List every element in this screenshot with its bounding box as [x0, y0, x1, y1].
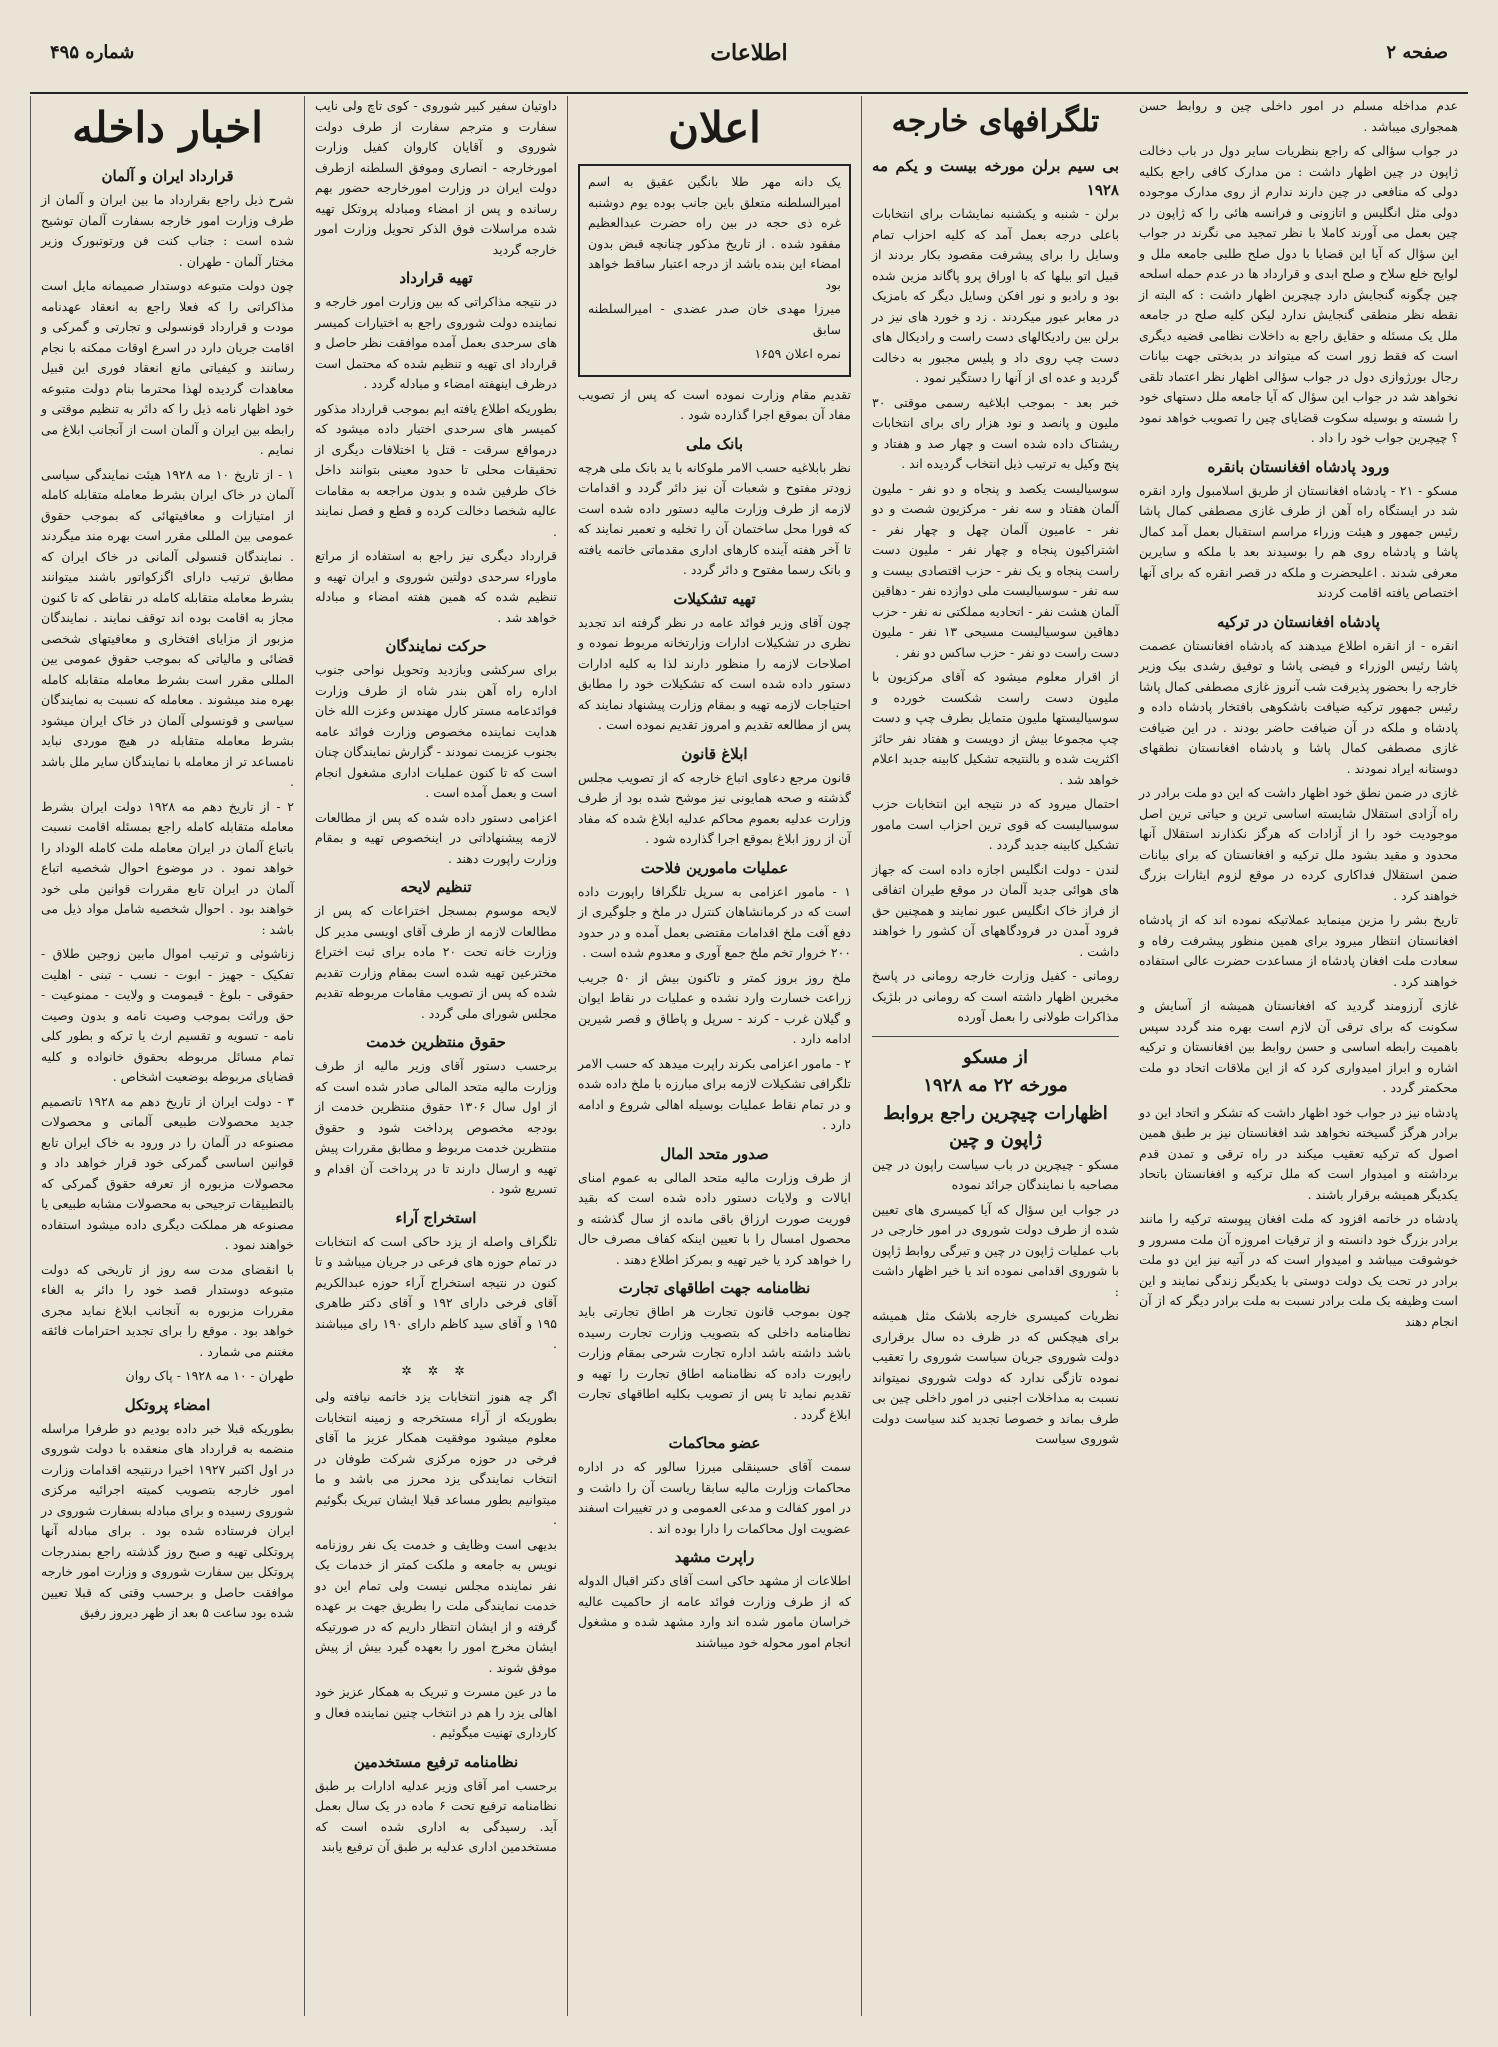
article-signature: طهران - ۱۰ مه ۱۹۲۸ - پاک روان [125, 1368, 294, 1383]
headline-employee-promotion: نظامنامه ترفیع مستخدمین [353, 1752, 519, 1771]
article-paragraph: ۳ - دولت ایران از تاریخ دهم مه ۱۹۲۸ تاتصمیم جدید محصولات طبیعی آلمانی و محصولات مصنوعه در آلمان را در ورود به خاک ایران تابع قوانین اساسی گمرکی خود قرار خواهد داد و محصولات مزبوره از تعرفه حقوق گمرکی که بالتطبیقات ترجیحی به محصولات مشابه طبیعی یا مصنوعه هر مملکت دیگری داده میشود استفاده خواهند نمود . [41, 1093, 294, 1252]
article-paragraph: اعزامی دستور داده شده که پس از مطالعات لازمه پیشنهاداتی در اینخصوص تهیه و بمقام وزارت راپورت دهند . [315, 809, 557, 866]
article-paragraph: ۲ - از تاریخ دهم مه ۱۹۲۸ دولت ایران بشرط معامله متقابله کامله راجع بمسئله اقامت نسبت باتباع آلمان در ایران معامله ملت کامله الوداد را خواهد نمود . در موضوع احوال شخصیه اتباع آلمان در ایران تابع مقررات قوانین ملی خود خواهند بود . احوال شخصیه شامل مواد ذیل می باشد : [41, 798, 294, 937]
headline-circular: صدور متحد المال [660, 1144, 769, 1163]
column-foreign-continued [1129, 96, 1468, 2016]
separator-ornament: ✲ ✲ ✲ [401, 1362, 471, 1378]
announcement-text: یک دانه مهر طلا بانگین عقیق به اسم امیرالسلطنه متعلق باین جانب بوده یوم دوشنبه غره ذی حجه در بین راه حضرت عبدالعظیم مفقود شده . از تاریخ مذکور چنانچه قبض بدون امضاء این بنده باشد از درجه اعتبار ساقط خواهد بود [588, 174, 841, 292]
headline-contract-preparation: تهیه قرارداد [399, 269, 473, 287]
issue-number: شماره ۴۹۵ [50, 42, 135, 63]
article-paragraph: ما در عین مسرت و تبریک به همکار عزیز خود اهالی یزد را هم در انتخاب چنین نماینده فعال و کارداری تهنیت میگوئیم . [315, 1684, 557, 1740]
headline-vote-count: استخراج آراء [395, 1208, 477, 1227]
page-number: صفحه ۲ [1386, 42, 1448, 63]
headline-agriculture-officers: عملیات مامورین فلاحت [640, 858, 789, 877]
article-paragraph: بطوریکه اطلاع یافته ایم بموجب قرارداد مذکور کمیسر های سرحدی اختیار داده میشود که درمواقع سرقت - قتل یا اختلافات دیگری از تحقیقات محلی تا حدود معینی بتوانند داخل خاک طرفین شده و بدون مراجعه به مقامات عالیه شخصا دخالت کرده و قطع و فصل نمایند . [315, 400, 557, 539]
headline-representatives-departure: حرکت نمایندگان [385, 637, 487, 655]
section-title-announcement: اعلان [668, 103, 761, 152]
article-paragraph: رومانی - کفیل وزارت خارجه رومانی در پاسخ مخبرین اظهار داشته است که رومانی در بلژیک مذاکرات طولانی را بعمل آورده [872, 968, 1119, 1024]
article-paragraph: نظریات کمیسری خارجه بلاشک مثل همیشه برای هیچکس که در ظرف ده سال برقراری دولت شوروی جریان سیاست شوروی را تعقیب نموده تازگی ندارد که دولت شوروی نمیتواند نسبت به مداخلات اجنبی در امور داخلی چین بی طرف بماند و خصوصا تجدید کند سیاست دولت شوروی سیاست [872, 1308, 1119, 1446]
article-paragraph: شرح ذیل راجع بقرارداد ما بین ایران و آلمان از طرف وزارت امور خارجه بسفارت آلمان توشیح شده است : جناب کنت فن ورتوتبورک وزیر مختار آلمان - طهران . [41, 192, 294, 269]
article-paragraph: اگر چه هنوز انتخابات یزد خاتمه نیافته ولی بطوریکه از آراء مستخرجه و زمینه انتخابات معلوم میشود موفقیت همکار عزیز ما آقای فرخی در حوزه مرکزی شرکت طوفان در انتخاب نمایندگی یزد محرز می باشد و ما میتوانیم بطور مساعد قبلا ایشان تبریک بگوئیم . [315, 1389, 557, 1527]
section-title-domestic: اخبار داخله [72, 103, 263, 152]
article-paragraph: عدم مداخله مسلم در امور داخلی چین و روابط حسن همجواری میباشد . [1139, 98, 1458, 134]
article-paragraph: از اقرار معلوم میشود که آقای مرکزیون با ملیون دست راست شکست خورده و سوسیالیستها ملیون متمایل بطرف چپ و دست چپ مجموعا بیش از دویست و هفتاد نفر حائز اکثریت شده و بالنتیجه تشکیل کابینه جدید اعلام خواهد شد . [872, 669, 1119, 787]
article-paragraph: در جواب سؤالی که راجع بنظریات سایر دول در باب دخالت ژاپون در چین اظهار داشت : من مدارک کافی راجع بکلیه دولی که منافعی در چین دارند ندارم از روی مدارک موجوده دولی مثل انگلیس و اتازونی و فرانسه هائی را که ژاپون در چین بعمل می آورند کاملا با نظر تمجید می نگرند در جواب این سؤال که آیا این قضایا با دول صلح طلبی جامعه ملل و لوایح خلع سلاح و صلح ابدی و قرارداد ها در عدم حمله اسلحه چین چگونه گنجایش دارد چیچرین اظهار داشت : که البته از نقطه نظر منطقی گنجایش ندارد لیکن کلیه صلح در جامعه ملل یک مسئله و حقایق راجع به داخلات نظامی قضیه دیگری است که فقط زور است که میتواند در بدبختی جهت بیانات رجال بورژوازی دول در جواب سؤالی اظهار نظر اعتماد تلقی نخواهد شد در جواب این سؤال که آیا جامعه ملل دستهای خود را شسته و بوسیله سکوت قضایای چین را تصویب خواهد نمود ؟ چیچرین جواب خود را داد . [1139, 143, 1458, 445]
divider [872, 1036, 1119, 1037]
headline-court-member: عضو محاکمات [668, 1434, 761, 1452]
article-paragraph: در نتیجه مذاکراتی که بین وزارت امور خارجه و نماینده دولت شوروی راجع به اختیارات کمیسر های سرحدی بعمل آمده موافقت نظر حاصل و قرارداد ای تهیه و تنظیم شده که محتمل است درظرف اینهفته امضاء و مبادله گردد . [315, 294, 557, 391]
article-paragraph: انقره - از انقره اطلاع میدهند که پادشاه افغانستان عصمت پاشا رئیس الوزراء و فیضی پاشا و توفیق رشدی بیک وزیر خارجه را بحضور پذیرفت شب آنروز غازی مصطفی کمال پاشا رئیس جمهور ترکیه ضیافت باشکوهی بافتخار پادشاه داده و پادشاه و ملکه در آن ضیافت حاضر بودند . در این ضیافت غازی مصطفی کمال پاشا و پادشاه افغانستان نطقهای دوستانه ایراد نمودند . [1139, 637, 1458, 776]
columns [30, 96, 1468, 2016]
article-paragraph: برحسب دستور آقای وزیر مالیه از طرف وزارت مالیه متحد المالی صادر شده است که از اول سال ۱۳۰۶ حقوق منتظرین خدمت از بودجه مخصوص پرداخت شود و حقوق منتظرین خدمت مربوط و مطابق مقررات پیش تهیه و ارسال دارند تا در پرداخت آن اقدام و تسریع شود . [315, 1058, 557, 1196]
article-paragraph: ۱ - از تاریخ ۱۰ مه ۱۹۲۸ هیئت نمایندگی سیاسی آلمان در خاک ایران بشرط معامله متقابله کامله از امتیازات و معافیتهائی که بموجب حقوق عمومی بین المللی مقرر است بهره مند میگردند . نمایندگان قنسولی آلمانی در خاک ایران که مطابق ترتیب دارای اگزکواتور باشند میتوانند بشرط معامله متقابله کامله در نقاطی که تا کنون مجاز به اقامت بوده اند توقف نمایند . نمایندگان مزبور از مزایای افتخاری و معافیتهای شخصی قضائی و مالیاتی که بموجب حقوق عمومی بین المللی مقرر است بشرط معامله متقابله کامله بهره مند میشوند . معامله که نسبت به نمایندگان سیاسی و قونسولی آلمان در خاک ایران میشود بشرط معامله متقابله در هیچ موردی نباید نامساعد تر از معامله با نمایندگان سایر ملل باشد . [41, 466, 294, 789]
announcement-number: نمره اعلان ۱۶۵۹ [754, 346, 841, 361]
article-paragraph: مسکو - ۲۱ - پادشاه افغانستان از طریق اسلامبول وارد انقره شد در ایستگاه راه آهن از طرف غازی مصطفی کمال پاشا رئیس جمهور و هیئت وزراء مراسم استقبال بعمل آمد کمال پاشا و پادشاه روی هم را بوسیدند بعد با ملکه و سایرین معرفی شدند . اعلیحضرت و ملکه در قصر انقره که برای آنها اختصاص یافته اقامت کردند [1139, 482, 1458, 600]
article-paragraph: پادشاه نیز در جواب خود اظهار داشت که تشکر و اتحاد این دو برادر هرگز گسیخته نخواهد شد افغانستان نیز بر طبق همین اصول که ترکیه تعقیب میکند در راه ترقی و تمدن قدم برداشته و امیدوار است که ملل ترکیه و افغانستان باتحاد یکدیگر همیشه برقرار باشند . [1139, 1104, 1458, 1202]
masthead [30, 36, 1468, 94]
article-paragraph: سمت آقای حسینقلی میرزا سالور که در اداره محاکمات وزارت مالیه سابقا ریاست آن را داشت و در امور کفالت و مدعی العمومی و در تغییرات اسفند عضویت اول محاکمات را دارا بوده اند . [578, 1459, 851, 1536]
column-domestic-news [30, 96, 304, 2016]
headline-law-notice: ابلاغ قانون [681, 744, 748, 763]
article-paragraph: لندن - دولت انگلیس اجازه داده است که جهاز های هوائی جدید آلمان در موقع طیران اتفاقی از فراز خاک انگلیس عبور نمایند و همچنین حق فرود آمدن در فرودگاههای آن کشور را خواهند داشت . [872, 861, 1119, 959]
article-paragraph: بطوریکه قبلا خبر داده بودیم دو طرفرا مراسله منضمه به قرارداد های منعقده با دولت شوروی در اول اکتبر ۱۹۲۷ اخیرا درنتیجه اقدامات وزارت امور خارجه بتصویب کمیته اجرائیه مرکزی شوروی رسیده و برای مبادله بسفارت شوروی در ایران فرستاده شده بود . برای مبادله آنها پروتکلی تهیه و صبح روز گذشته راجع بمندرجات پروتکل بین سفارت شوروی و وزارت امور خارجه موافقت حاصل و برحسب وقتی که قبلا تعیین شده بود ساعت ۵ بعد از ظهر دیروز رفیق [41, 1420, 294, 1620]
article-paragraph: برای سرکشی وبازدید وتحویل نواحی جنوب اداره راه آهن بندر شاه از طرف وزارت فوائدعامه مستر کارل مهندس وعزت الله خان هدایت نماینده مخصوص وزارت فوائد عامه بجنوب عزیمت نمودند - گزارش نمایندگان چنان است که تا کنون عملیات اداری مشغول انجام است و بعمل آمده است . [315, 662, 557, 800]
article-paragraph: غازی آرزومند گردید که افغانستان همیشه از آسایش و سکونت که برای ترقی آن لازم است بهره مند گردد سپس باهمیت رابطه اساسی و حسن روابط بین افغانستان و ترکیه اشاره و ابراز امیدواری کرد که از این ملاقات اتحاد دو ملت محکمتر گردد . [1139, 998, 1458, 1095]
article-paragraph: برلن - شنبه و یکشنبه نمایشات برای انتخابات باعلی درجه بعمل آمد که کلیه احزاب تمام وسایل را برای پیشرفت مقصود بکار بردند از قبیل اتو بیلها که با اوراق پرو پاگاند مزین شده بود و رادیو و نور افکن وسایل دیگر که بامزیک در معابر عبور میکردند . زد و خورد های نیز در برلن بین رادیکالهای دست راست و رادیکال های دست چپ روی داد و پلیس مجبور به دخالت گردید و عده ای از آنها را دستگیر نمود . [872, 206, 1119, 385]
article-paragraph: بدیهی است وظایف و خدمت یک نفر روزنامه نویس به جامعه و ملکت کمتر از خدمات یک نفر نماینده مجلس نیست ولی تمام این دو خدمت نمایندگی ملت را بطریق جهت بر عهده گرفته و از ایشان انتظار داریم که در صورتیکه ایشان مخرج امور را بعهده گیرد بیش از پیش موفق شوند . [315, 1536, 557, 1675]
headline-chicherin: اظهارات چیچرین راجع بروابط ژاپون و چین [883, 1102, 1108, 1150]
headline-berlin-wireless: بی سیم برلن مورخه بیست و یکم مه ۱۹۲۸ [872, 157, 1119, 199]
announcement-box [578, 164, 851, 377]
headline-afghan-king-ankara: ورود پادشاه افغانستان بانقره [1207, 457, 1390, 476]
article-paragraph: غازی در ضمن نطق خود اظهار داشت که این دو ملت برادر در راه آزادی استقلال شایسته اساسی ترین و حیاتی ترین اصل موجودیت خود را از آزادات که هرگز نکذارند استقلال آنها محدود و مقید بشود ملل ترکیه و افغانستان که برای بیانات ضمن استقلال فداکاری کرده در موقع لزوم ایثارات بزرگ خواهند کرد . [1139, 785, 1458, 903]
headline-from-moscow: از مسکو [963, 1046, 1028, 1068]
headline-date: مورخه ۲۲ مه ۱۹۲۸ [923, 1074, 1068, 1096]
article-paragraph: مسکو - چیچرین در باب سیاست راپون در چین مصاحبه با نمایندگان جرائد نموده [872, 1156, 1119, 1192]
headline-organization: تهیه تشکیلات [673, 589, 756, 608]
article-paragraph: داوتیان سفیر کبیر شوروی - کوی تاچ ولی نایب سفارت و مترجم سفارت از طرف دولت شوروی و آقایان کاروان کفیل وزارت امورخارجه - انصاری وموفق السلطنه ازطرف دولت ایران در وزارت امورخارجه حضور بهم رسانده و پس از امضاء ومبادله پروتکل تهیه شده مراسلات فوق الذکر تحویل وزارت امور خارجه گردید [315, 98, 557, 257]
headline-bill-drafting: تنظیم لایحه [400, 878, 472, 896]
article-paragraph: قرارداد دیگری نیز راجع به استفاده از مراتع ماوراء سرحدی دولتین شوروی و ایران تهیه و تنظیم شده که همین هفته امضاء و مبادله خواهد شد . [315, 548, 557, 625]
headline-chambers-of-commerce: نظامنامه جهت اطاقهای تجارت [618, 1279, 811, 1297]
column-foreign-telegrams [861, 96, 1129, 2016]
article-paragraph: ۱ - مامور اعزامی به سرپل تلگرافا راپورت داده است که در کرمانشاهان کنترل در ملخ و جلوگیری از دفع آفت ملخ اقدامات مقتضی بعمل آمده و در حدود ۲۰۰ خروار تخم ملخ جمع آوری و معدوم شده است . [578, 883, 851, 960]
headline-protocol-signing: امضاء پروتکل [124, 1395, 211, 1414]
article-paragraph: برحسب امر آقای وزیر عدلیه ادارات بر طبق نظامنامه ترفیع تحت ۶ ماده در یک سال بعمل آید. رسیدگی به اداری شده است که مستخدمین اداری عدلیه بر طبق آن ترفیع یابند [315, 1777, 558, 1854]
headline-salaries: حقوق منتظرین خدمت [366, 1033, 506, 1051]
article-paragraph: چون بموجب قانون تجارت هر اطاق تجارتی باید نظامنامه داخلی که بتصویب وزارت تجارت رسیده باشد داشته باشد اداره تجارت شرحی بمقام وزارت راپورت داده که نظامنامه اطاق تجارت را تهیه و تقدیم نماید تا پس از تصویب بکلیه اطاقهای تجارت ابلاغ گردد . [578, 1304, 851, 1422]
announcement-signature: میرزا مهدی خان صدر عضدی - امیرالسلطنه سابق [588, 301, 841, 337]
headline-iran-germany: قرارداد ایران و آلمان [101, 167, 234, 185]
headline-mashhad-report: راپرت مشهد [674, 1548, 755, 1566]
headline-national-bank: بانک ملی [685, 434, 744, 453]
article-paragraph: تقدیم مقام وزارت نموده است که پس از تصویب مفاد آن بموقع اجرا گذارده شود . [578, 386, 851, 422]
article-paragraph: در جواب این سؤال که آیا کمیسری های تعیین شده از طرف دولت شوروی در امور خارجی در باب عملیات ژاپون در چین و تیرگی روابط ژاپون با شوروی اقدامی نموده اند یا خیر اظهار داشت : [872, 1201, 1119, 1299]
article-paragraph: نظر بابلاغیه حسب الامر ملوکانه با ید بانک ملی هرچه زودتر مفتوح و شعبات آن نیز دائر گردد و اقدامات لازمه از طرف وزارت مالیه دستور داده شده است که فورا محل ساختمان آن را تخلیه و تعمیر نمایند که تا آخر هفته آینده کارهای اداری مقدماتی خاتمه یافته و بانک رسما مفتوح و دائر گردد . [578, 459, 851, 577]
article-paragraph: احتمال میرود که در نتیجه این انتخابات حزب سوسیالیست که قوی ترین احزاب است مامور تشکیل کابینه جدید گردد . [872, 796, 1119, 852]
headline-afghan-king-turkey: پادشاه افغانستان در ترکیه [1217, 612, 1380, 631]
article-paragraph: خبر بعد - بموجب ابلاغیه رسمی موقتی ۳۰ ملیون و پانصد و نود هزار رای برای انتخابات ریشتاک داده شده است و چهار صد و هفتاد و پنج وکیل به ترتیب ذیل انتخاب گردیده اند . [872, 394, 1119, 471]
column-domestic-continued [304, 96, 567, 2016]
section-title-foreign: تلگرافهای خارجه [891, 104, 1100, 139]
article-paragraph: ۲ - مامور اعزامی بکرند راپرت میدهد که حسب الامر تلگرافی تشکیلات لازمه برای مبارزه با ملخ داده شده و در تمام نقاط عملیات بوسیله اهالی شروع و ادامه دارد . [578, 1055, 851, 1132]
article-paragraph: با انقضای مدت سه روز از تاریخی که دولت متبوعه دوستدار قصد خود را دائر به الغاء مقررات مزبوره به آنجانب ابلاغ نماید مجری خواهد بود . موقع را برای تجدید احترامات فائقه مغتنم می شمارد . [41, 1261, 294, 1359]
paper-name: اطلاعات [710, 40, 788, 66]
article-paragraph: چون دولت متبوعه دوستدار صمیمانه مایل است مذاکراتی را که فعلا راجع به انعقاد عهدنامه مودت و قرارداد قونسولی و تجارتی و گمرکی و اقامت جریان دارد در اسرع اوقات ممکنه با نجام رسانند و کیفیاتی مانع انعقاد فوری این قبیل معاهدات گردیده لهذا محترما بنام دولت متبوعه خود اظهار نامه ذیل را که دائر به تنظیم موقتی و رابطه بین ایران و آلمان است از آنجانب ابلاغ می نمایم . [41, 278, 294, 457]
article-paragraph: سوسیالیست یکصد و پنجاه و دو نفر - ملیون آلمان هفتاد و سه نفر - مرکزیون شصت و دو نفر - عامیون آلمان چهل و چهار نفر - اشتراکیون پنجاه و چهار نفر - ملیون دست راست پنجاه و یک نفر - حزب اقتصادی بیست و سه نفر - سوسیالیست ملی دوازده نفر - دهاقین آلمان هشت نفر - اتحادیه مملکتی نه نفر - حزب دهاقین سوسیالیست مسیحی ۱۳ نفر - ملیون دست راست دو نفر - حزب ساکس دو نفر . [872, 480, 1119, 660]
article-paragraph: ملخ روز بروز کمتر و تاکنون بیش از ۵۰ جریب زراعت خسارت وارد نشده و عملیات در نقاط ایوان و گیلان غرب - کرند - سرپل و پاطاق و قصر شیرین ادامه دارد . [578, 969, 851, 1046]
article-paragraph: زناشوئی و ترتیب اموال مابین زوجین طلاق - تفکیک - جهیز - ابوت - نسب - تبنی - اهلیت حقوقی - بلوغ - قیمومت و ولایت - ممنوعیت - حق وراثت بموجب وصیت نامه و بدون وصیت نامه - تسویه و تقسیم ارث یا ترکه و بطور کلی تمام مسائل مربوطه بحقوق خانواده و کلیه قضایای مربوطه بوضعیت اشخاص . [41, 946, 294, 1084]
article-paragraph: تلگراف واصله از یزد حاکی است که انتخابات در تمام حوزه های فرعی در جریان میباشد و تا کنون در نتیجه استخراج آراء حوزه عبدالکریم آقای فرخی دارای ۱۹۲ و آقای دکتر طاهری ۱۹۵ و آقای سید کاظم دارای ۱۹۰ رای میباشند . [315, 1233, 558, 1351]
article-paragraph: لایحه موسوم بمسجل اختراعات که پس از مطالعات لازمه از طرف آقای اویسی مدیر کل وزارت خانه تحت ۲۰ ماده برای ثبت اختراع مخترعین تهیه شده است بمقام وزارت تقدیم شده که پس از تصویب مقامات مربوطه تقدیم مجلس شورای ملی گردد . [315, 903, 557, 1021]
article-paragraph: از طرف وزارت مالیه متحد المالی به عموم امنای ایالات و ولایات دستور داده شده است که بقید فوریت صورت ارزاق باقی مانده از سال گذشته و محصول امسال را با تعیین اینکه کفاف مصرف حال را خواهد کرد یا خیر تهیه و بمرکز اطلاع دهند . [578, 1169, 851, 1267]
article-paragraph: چون آقای وزیر فوائد عامه در نظر گرفته اند تجدید نظری در تشکیلات ادارات وزارتخانه مربوط نموده و اصلاحات لازمه را منظور دارند لذا به کلیه ادارات دستور داده شده است که تشکیلات خود را مطابق احتیاجات لازمه تهیه و بمقام وزارت پیشنهاد نمایند که پس از مطالعه تقدیم و امروز تقدیم نموده است . [578, 614, 851, 732]
column-announcement [567, 96, 861, 2016]
article-paragraph: تاریخ بشر را مزین مینماید عملاتیکه نموده اند که از پادشاه افغانستان انتظار میرود برای همین منظور پیشرفت رفاه و سعادت ملت افغان پادشاه از مساعدت حضرت عالی استفاده خواهند کرد . [1139, 912, 1458, 989]
article-paragraph: پادشاه در خاتمه افزود که ملت افغان پیوسته ترکیه را مانند برادر بزرگ خود دانسته و از ترقیات امروزه آن ملت مسرور و خوشوقت میباشد و امیدوار است که در آتیه نیز این دو ملت برادر در تحت یک دولت دوستی با یکدیگر زندگی نمایند و این است وظیفه یک ملت برادر نسبت به ملت برادر دیگر که از آن انجام دهند [1139, 1211, 1458, 1329]
article-paragraph: قانون مرجع دعاوی اتباع خارجه که از تصویب مجلس گذشته و صحه همایونی نیز موشح شده بود از طرف وزارت عدلیه بعموم محاکم عدلیه ابلاغ شده که مفاد آن از روز ابلاغ بموقع اجرا گذارده شود . [578, 769, 851, 846]
article-paragraph: اطلاعات از مشهد حاکی است آقای دکتر اقبال الدوله که از طرف وزارت فوائد عامه از حاکمیت عالیه خراسان مامور شده اند وارد مشهد شده و مشغول انجام امور محوله خود میباشند [578, 1573, 851, 1650]
